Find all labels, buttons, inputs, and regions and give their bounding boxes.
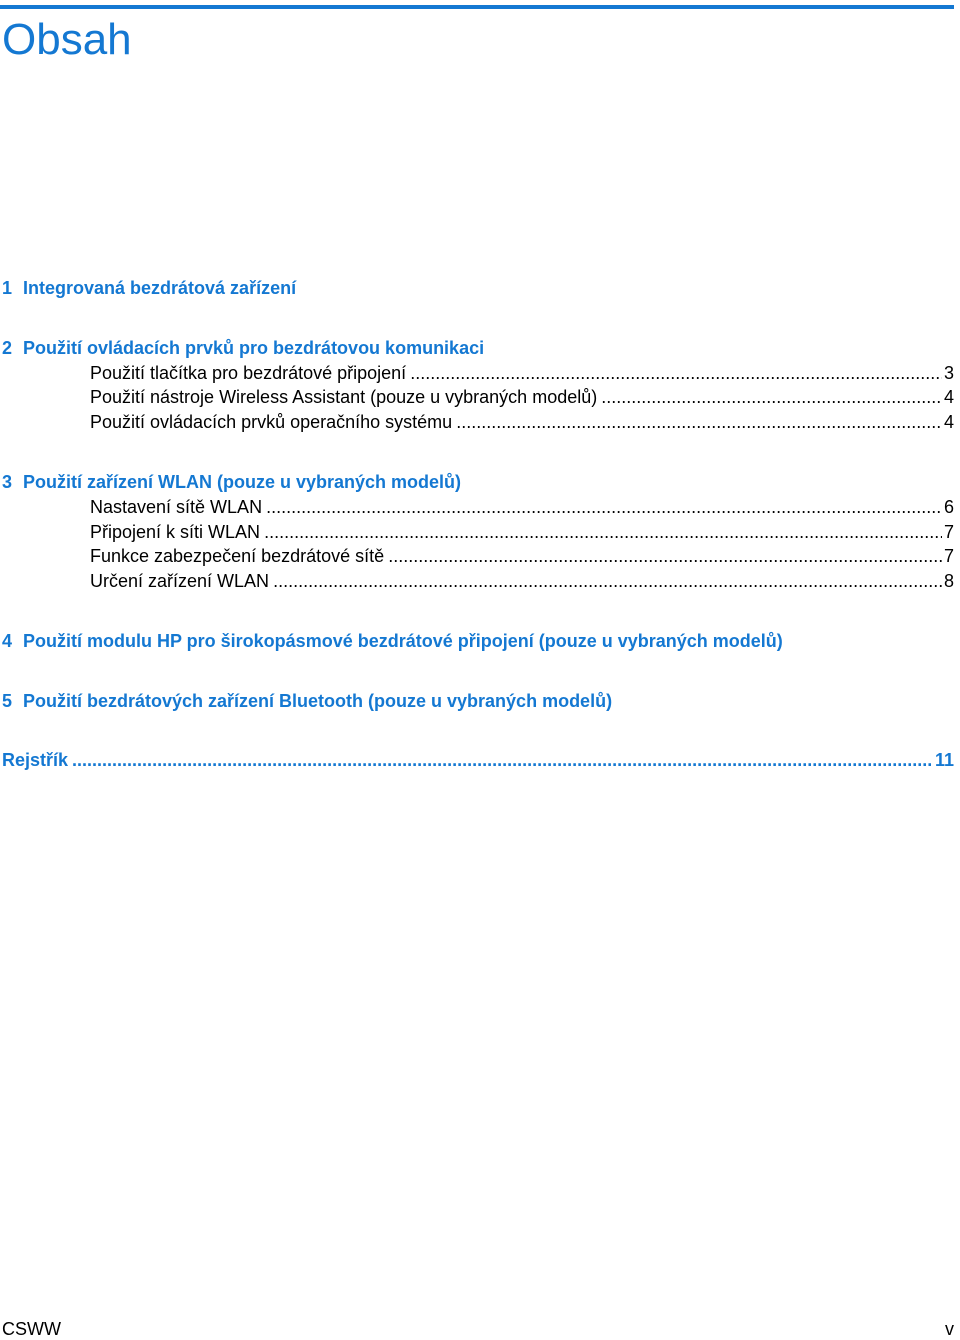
entry-page-number: 4 (943, 412, 954, 432)
chapter-number: 4 (2, 631, 13, 651)
footer-label: CSWW (2, 1319, 61, 1339)
entry-page-number: 3 (943, 363, 954, 383)
toc-chapter-5[interactable] (2, 689, 612, 713)
toc-entry[interactable] (90, 569, 954, 593)
dot-leader (456, 410, 942, 434)
toc-entry[interactable] (90, 361, 954, 385)
toc-chapter-1[interactable] (2, 276, 296, 300)
toc-chapter-4[interactable] (2, 629, 783, 653)
entry-page-number: 8 (943, 571, 954, 591)
toc-index-entry[interactable] (2, 748, 954, 772)
dot-leader (601, 385, 942, 409)
toc-chapter-3[interactable] (2, 470, 461, 494)
toc-entry[interactable] (90, 520, 954, 544)
entry-title: Připojení k síti WLAN (90, 522, 261, 542)
chapter-title: Použití modulu HP pro širokopásmové bezdrátové připojení (pouze u vybraných modelů) (23, 631, 783, 651)
chapter-title: Použití zařízení WLAN (pouze u vybraných modelů) (23, 472, 462, 492)
entry-title: Použití ovládacích prvků operačního systému (90, 412, 453, 432)
toc-entry[interactable] (90, 385, 954, 409)
chapter-title: Použití bezdrátových zařízení Bluetooth (pouze u vybraných modelů) (23, 691, 613, 711)
dot-leader (273, 569, 942, 593)
entry-page-number: 7 (943, 522, 954, 542)
chapter-number: 5 (2, 691, 13, 711)
toc-entry[interactable] (90, 495, 954, 519)
page-title: Obsah (2, 15, 132, 64)
dot-leader (388, 544, 942, 568)
toc-entry[interactable] (90, 410, 954, 434)
chapter-number: 3 (2, 472, 13, 492)
entry-title: Použití nástroje Wireless Assistant (pouze u vybraných modelů) (90, 387, 598, 407)
toc-chapter-2[interactable] (2, 336, 484, 360)
entry-page-number: 7 (943, 546, 954, 566)
chapter-number: 2 (2, 338, 13, 358)
index-title: Rejstřík (2, 750, 69, 770)
chapter-title: Použití ovládacích prvků pro bezdrátovou komunikaci (23, 338, 485, 358)
dot-leader (266, 495, 942, 519)
dot-leader (264, 520, 942, 544)
entry-title: Určení zařízení WLAN (90, 571, 270, 591)
index-page-number: 11 (934, 750, 954, 770)
chapter-number: 1 (2, 278, 13, 298)
entry-page-number: 4 (943, 387, 954, 407)
chapter-title: Integrovaná bezdrátová zařízení (23, 278, 297, 298)
entry-title: Použití tlačítka pro bezdrátové připojení (90, 363, 407, 383)
toc-entry[interactable] (90, 544, 954, 568)
entry-title: Nastavení sítě WLAN (90, 497, 263, 517)
footer-page-number: v (945, 1319, 954, 1339)
entry-title: Funkce zabezpečení bezdrátové sítě (90, 546, 385, 566)
dot-leader (410, 361, 942, 385)
entry-page-number: 6 (943, 497, 954, 517)
header-rule (0, 5, 954, 9)
dot-leader (72, 748, 931, 772)
